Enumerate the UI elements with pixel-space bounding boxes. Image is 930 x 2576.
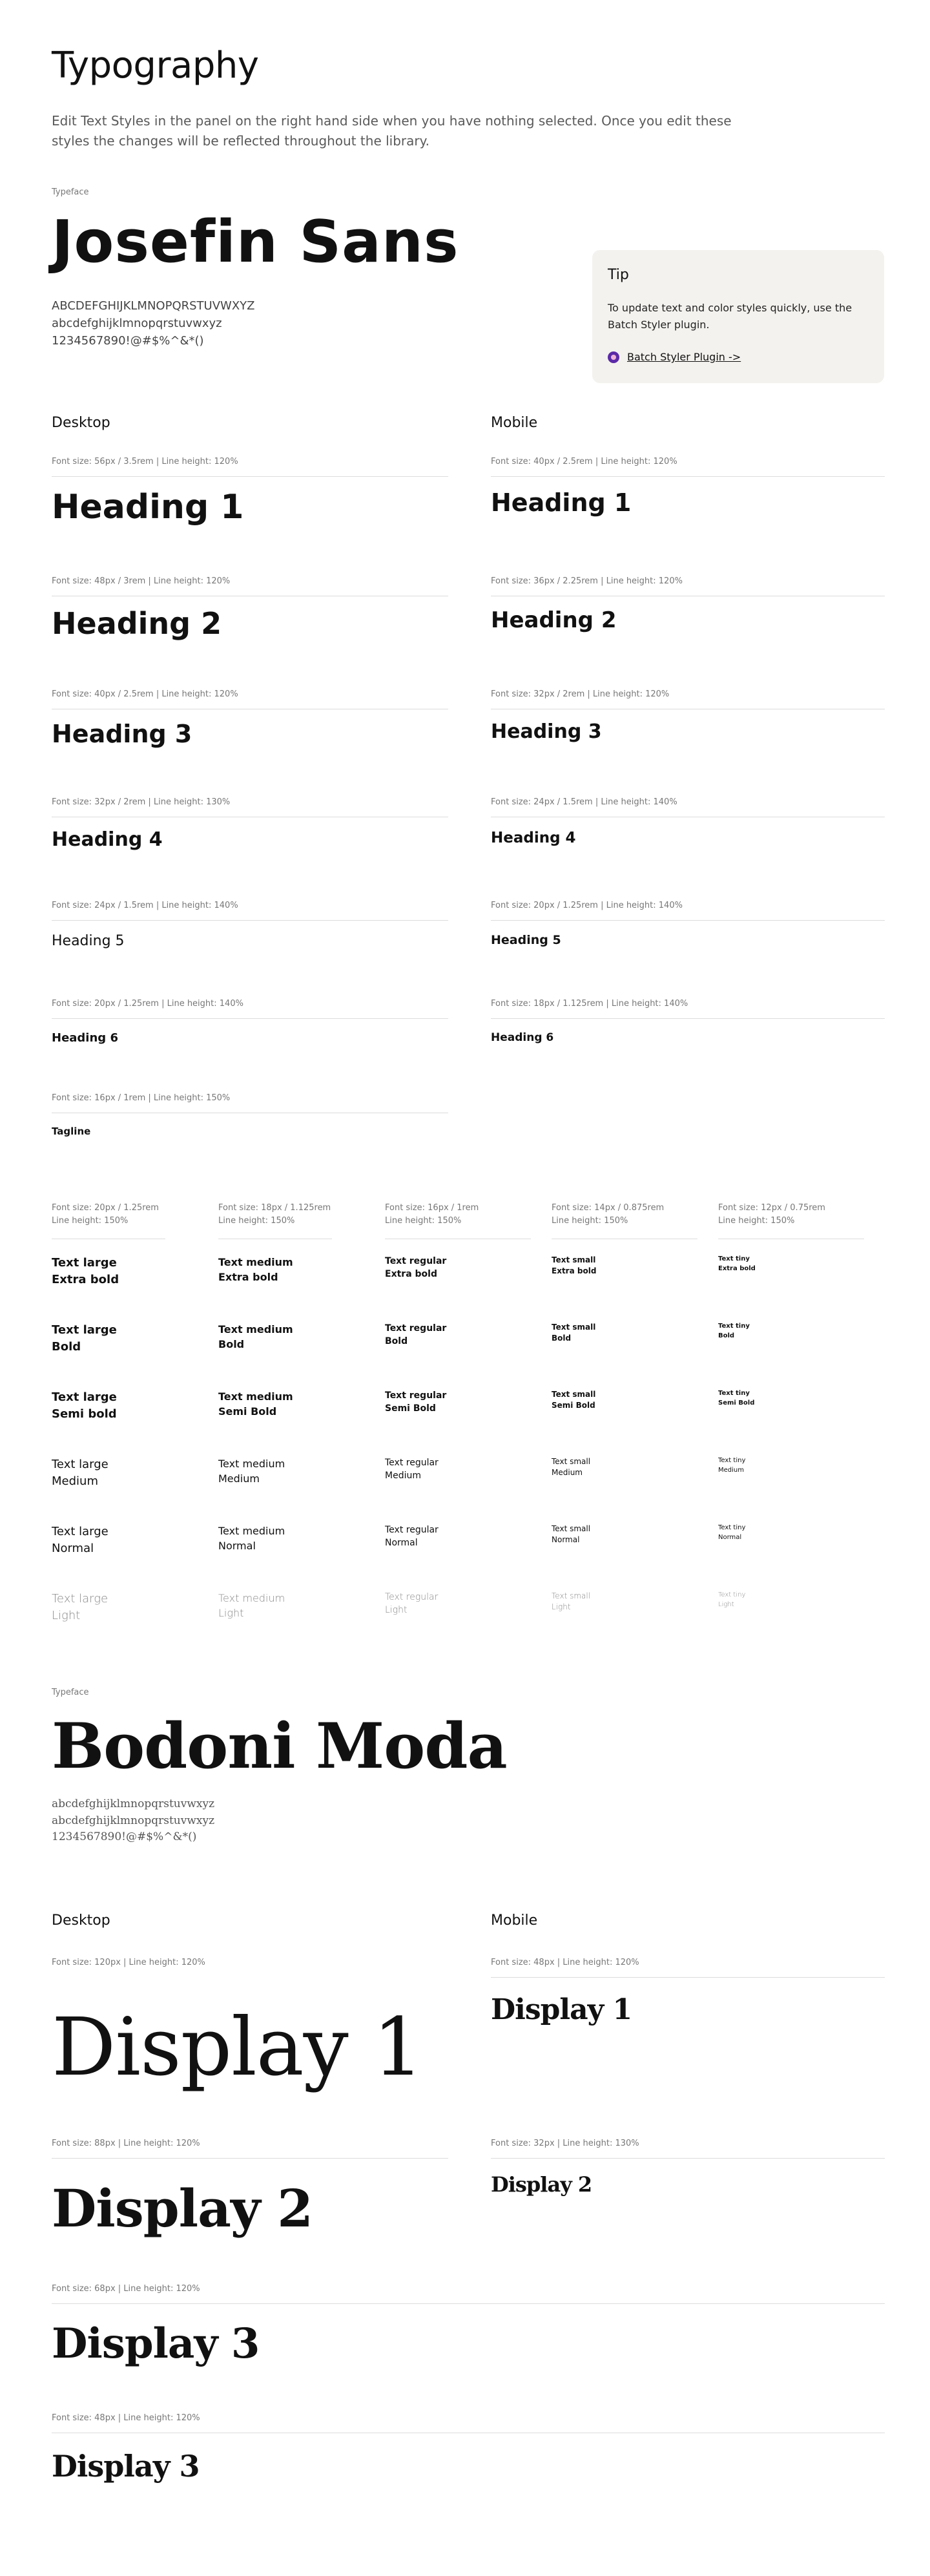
sample-display-mobile-1: Display 1 — [491, 1993, 632, 2026]
spec-line-height: Line height: 150% — [385, 1216, 462, 1226]
cell-name: Text small — [552, 1591, 591, 1600]
sample-mobile-h3: Heading 3 — [491, 720, 602, 743]
text-tiny-semi-bold — [718, 1389, 754, 1408]
cell-name: Text regular — [385, 1525, 439, 1535]
headings-mobile-label: Mobile — [491, 415, 538, 431]
divider — [52, 2303, 885, 2304]
text-tiny-medium — [718, 1456, 745, 1475]
cell-name: Text tiny — [718, 1255, 750, 1262]
text-large-light — [52, 1591, 108, 1624]
spec-display-desktop-1: Font size: 120px | Line height: 120% — [52, 1958, 205, 1967]
cell-name: Text regular — [385, 1323, 447, 1334]
cell-name: Text medium — [218, 1592, 285, 1604]
spec-line-size: Font size: 12px / 0.75rem — [718, 1203, 825, 1213]
sample-desktop-h3: Heading 3 — [52, 720, 192, 748]
spec-display-mobile-1: Font size: 48px | Line height: 120% — [491, 1958, 639, 1967]
cell-weight: Light — [552, 1602, 571, 1612]
cell-weight: Normal — [218, 1540, 256, 1553]
cell-weight: Semi Bold — [218, 1405, 277, 1418]
text-medium-light — [218, 1591, 285, 1620]
spec-desktop-h2: Font size: 48px / 3rem | Line height: 120% — [52, 576, 231, 586]
text-large-medium — [52, 1456, 108, 1490]
text-small-bold — [552, 1322, 595, 1345]
cell-weight: Light — [385, 1605, 408, 1616]
divider — [491, 1018, 885, 1019]
sample-desktop-h1: Heading 1 — [52, 488, 244, 527]
text-styles-grid — [52, 1202, 885, 1628]
spec-text-regular — [385, 1202, 479, 1228]
cell-weight: Medium — [718, 1466, 744, 1474]
spec-line-size: Font size: 18px / 1.125rem — [218, 1203, 331, 1213]
spec-line-size: Font size: 20px / 1.25rem — [52, 1203, 159, 1213]
text-large-bold — [52, 1322, 117, 1356]
spec-text-large — [52, 1202, 159, 1228]
divider — [491, 1977, 885, 1978]
cell-weight: Bold — [718, 1332, 735, 1339]
cell-name: Text medium — [218, 1323, 293, 1335]
sample-display-desktop-1: Display 1 — [52, 2001, 424, 2094]
divider — [52, 1018, 448, 1019]
text-small-semi-bold — [552, 1389, 595, 1412]
divider — [52, 920, 448, 921]
cell-name: Text small — [552, 1390, 596, 1399]
cell-weight: Light — [718, 1600, 734, 1608]
cell-name: Text medium — [218, 1458, 285, 1470]
sample-numbers: 1234567890!@#$%^&*() — [52, 334, 204, 348]
spec-desktop-h3: Font size: 40px / 2.5rem | Line height: 120% — [52, 689, 238, 699]
spec-line-size: Font size: 16px / 1rem — [385, 1203, 479, 1213]
spec-display-wide-2: Font size: 48px | Line height: 120% — [52, 2413, 200, 2423]
cell-weight: Extra bold — [218, 1271, 278, 1284]
text-tiny-bold — [718, 1322, 750, 1341]
spec-desktop-h6: Font size: 20px / 1.25rem | Line height: 140% — [52, 999, 243, 1009]
text-tiny-normal — [718, 1524, 745, 1542]
spec-text-medium — [218, 1202, 331, 1228]
cell-weight: Normal — [718, 1533, 742, 1541]
sample-mobile-h6: Heading 6 — [491, 1031, 554, 1044]
text-large-normal — [52, 1524, 108, 1557]
divider — [491, 476, 885, 477]
spec-line-height: Line height: 150% — [218, 1216, 295, 1226]
cell-weight: Medium — [552, 1468, 583, 1478]
text-medium-bold — [218, 1322, 293, 1352]
divider — [52, 476, 448, 477]
cell-name: Text tiny — [718, 1524, 746, 1531]
sample-desktop-h4: Heading 4 — [52, 828, 163, 851]
spec-line-height: Line height: 150% — [552, 1216, 628, 1226]
cell-name: Text tiny — [718, 1457, 746, 1464]
text-regular-semi-bold — [385, 1389, 446, 1416]
text-tiny-light — [718, 1591, 745, 1609]
sample-lowercase: abcdefghijklmnopqrstuvwxyz — [52, 1797, 215, 1810]
text-medium-normal — [218, 1524, 285, 1553]
text-medium-extra-bold — [218, 1255, 293, 1284]
cell-weight: Extra bold — [718, 1264, 756, 1272]
typeface-label: Typeface — [52, 1688, 89, 1697]
cell-weight: Normal — [552, 1535, 580, 1545]
text-small-light — [552, 1591, 590, 1613]
cell-weight: Medium — [385, 1471, 421, 1482]
cell-weight: Normal — [52, 1542, 94, 1556]
cell-weight: Semi Bold — [385, 1403, 436, 1414]
sample-mobile-h2: Heading 2 — [491, 607, 617, 633]
cell-name: Text large — [52, 1323, 117, 1337]
spec-mobile-h1: Font size: 40px / 2.5rem | Line height: 120% — [491, 457, 677, 466]
cell-weight: Extra bold — [52, 1273, 119, 1287]
cell-name: Text medium — [218, 1525, 285, 1537]
divider — [491, 920, 885, 921]
cell-name: Text small — [552, 1323, 596, 1332]
typeface-samples-josefin — [52, 297, 255, 350]
text-medium-medium — [218, 1456, 285, 1486]
headings-desktop-label: Desktop — [52, 415, 110, 431]
sample-numbers: 1234567890!@#$%^&*() — [52, 1830, 197, 1843]
typeface-name-bodoni: Bodoni Moda — [52, 1710, 507, 1783]
text-large-extra-bold — [52, 1255, 119, 1288]
sample-lowercase: abcdefghijklmnopqrstuvwxyz — [52, 1814, 215, 1827]
spec-display-desktop-2: Font size: 88px | Line height: 120% — [52, 2139, 200, 2148]
cell-name: Text small — [552, 1524, 591, 1533]
cell-weight: Bold — [552, 1334, 572, 1343]
cell-weight: Light — [218, 1607, 244, 1620]
cell-weight: Medium — [218, 1472, 260, 1485]
spec-mobile-h3: Font size: 32px / 2rem | Line height: 120% — [491, 689, 670, 699]
text-regular-light — [385, 1591, 438, 1617]
cell-name: Text large — [52, 1256, 117, 1270]
spec-display-mobile-2: Font size: 32px | Line height: 130% — [491, 2139, 639, 2148]
cell-weight: Extra bold — [552, 1266, 597, 1276]
text-medium-semi-bold — [218, 1389, 293, 1419]
spec-mobile-h2: Font size: 36px / 2.25rem | Line height: 120% — [491, 576, 683, 586]
cell-name: Text large — [52, 1592, 108, 1606]
spec-desktop-h5: Font size: 24px / 1.5rem | Line height: 140% — [52, 901, 238, 910]
cell-name: Text large — [52, 1525, 108, 1538]
cell-name: Text regular — [385, 1390, 447, 1401]
typeface-label: Typeface — [52, 187, 89, 197]
sample-mobile-h4: Heading 4 — [491, 830, 576, 846]
cell-weight: Light — [52, 1609, 81, 1623]
display-mobile-label: Mobile — [491, 1912, 538, 1929]
cell-weight: Normal — [385, 1538, 418, 1549]
sample-uppercase: ABCDEFGHIJKLMNOPQRSTUVWXYZ — [52, 299, 255, 313]
sample-display-mobile-2: Display 2 — [491, 2172, 592, 2197]
cell-weight: Semi bold — [52, 1407, 117, 1421]
cell-weight: Bold — [218, 1338, 245, 1351]
spec-mobile-h6: Font size: 18px / 1.125rem | Line height: 140% — [491, 999, 688, 1009]
cell-name: Text tiny — [718, 1591, 746, 1598]
page-title: Typography — [52, 45, 259, 87]
plugin-icon — [608, 351, 619, 363]
cell-weight: Bold — [52, 1340, 81, 1354]
display-desktop-label: Desktop — [52, 1912, 110, 1929]
spec-mobile-h5: Font size: 20px / 1.25rem | Line height: 140% — [491, 901, 683, 910]
batch-styler-link[interactable] — [608, 351, 869, 363]
tip-card — [592, 250, 884, 383]
text-small-extra-bold — [552, 1255, 596, 1277]
spec-display-wide-1: Font size: 68px | Line height: 120% — [52, 2284, 200, 2294]
sample-lowercase: abcdefghijklmnopqrstuvwxyz — [52, 317, 222, 330]
spec-text-tiny — [718, 1202, 825, 1228]
text-regular-medium — [385, 1456, 439, 1483]
cell-weight: Semi Bold — [552, 1401, 595, 1410]
typeface-name-josefin: Josefin Sans — [52, 208, 459, 276]
sample-desktop-h2: Heading 2 — [52, 606, 222, 641]
cell-name: Text medium — [218, 1390, 293, 1403]
page-intro: Edit Text Styles in the panel on the right hand side when you have nothing selected. Once you edit these styles the changes will be reflected throughout the library. — [52, 113, 732, 149]
cell-weight: Extra bold — [385, 1269, 437, 1280]
sample-mobile-h1: Heading 1 — [491, 488, 632, 517]
cell-name: Text small — [552, 1255, 596, 1264]
cell-name: Text tiny — [718, 1323, 750, 1330]
cell-name: Text large — [52, 1458, 108, 1471]
tip-title: Tip — [608, 267, 629, 283]
divider — [491, 2158, 885, 2159]
sample-desktop-h6: Heading 6 — [52, 1031, 118, 1045]
typeface-samples-bodoni — [52, 1796, 214, 1846]
sample-desktop-tagline: Tagline — [52, 1126, 91, 1137]
text-small-normal — [552, 1524, 590, 1546]
text-tiny-extra-bold — [718, 1255, 756, 1273]
text-regular-extra-bold — [385, 1255, 446, 1281]
tip-text: To update text and color styles quickly, use the Batch Styler plugin. — [608, 302, 852, 331]
cell-name: Text small — [552, 1457, 591, 1466]
sample-display-wide-1: Display 3 — [52, 2319, 260, 2368]
spec-mobile-h4: Font size: 24px / 1.5rem | Line height: 140% — [491, 797, 677, 807]
cell-name: Text tiny — [718, 1390, 750, 1397]
batch-styler-link-text[interactable]: Batch Styler Plugin -> — [627, 351, 741, 364]
spec-desktop-h1: Font size: 56px / 3.5rem | Line height: 120% — [52, 457, 238, 466]
text-regular-bold — [385, 1322, 446, 1348]
cell-weight: Bold — [385, 1336, 408, 1347]
spec-line-height: Line height: 150% — [718, 1216, 795, 1226]
cell-weight: Semi Bold — [718, 1399, 755, 1407]
sample-desktop-h5: Heading 5 — [52, 933, 125, 949]
cell-name: Text medium — [218, 1256, 293, 1268]
spec-line-height: Line height: 150% — [52, 1216, 129, 1226]
spec-desktop-tagline: Font size: 16px / 1rem | Line height: 150% — [52, 1093, 231, 1103]
sample-display-wide-2: Display 3 — [52, 2449, 200, 2484]
cell-name: Text regular — [385, 1458, 439, 1468]
spec-text-small — [552, 1202, 664, 1228]
cell-weight: Medium — [52, 1474, 98, 1489]
divider — [52, 2158, 448, 2159]
text-regular-normal — [385, 1524, 439, 1550]
cell-name: Text regular — [385, 1256, 447, 1266]
text-small-medium — [552, 1456, 590, 1479]
sample-mobile-h5: Heading 5 — [491, 933, 561, 947]
text-large-semi-bold — [52, 1389, 117, 1423]
cell-name: Text large — [52, 1390, 117, 1404]
spec-desktop-h4: Font size: 32px / 2rem | Line height: 130% — [52, 797, 231, 807]
cell-name: Text regular — [385, 1592, 439, 1602]
spec-line-size: Font size: 14px / 0.875rem — [552, 1203, 665, 1213]
sample-display-desktop-2: Display 2 — [52, 2178, 313, 2239]
